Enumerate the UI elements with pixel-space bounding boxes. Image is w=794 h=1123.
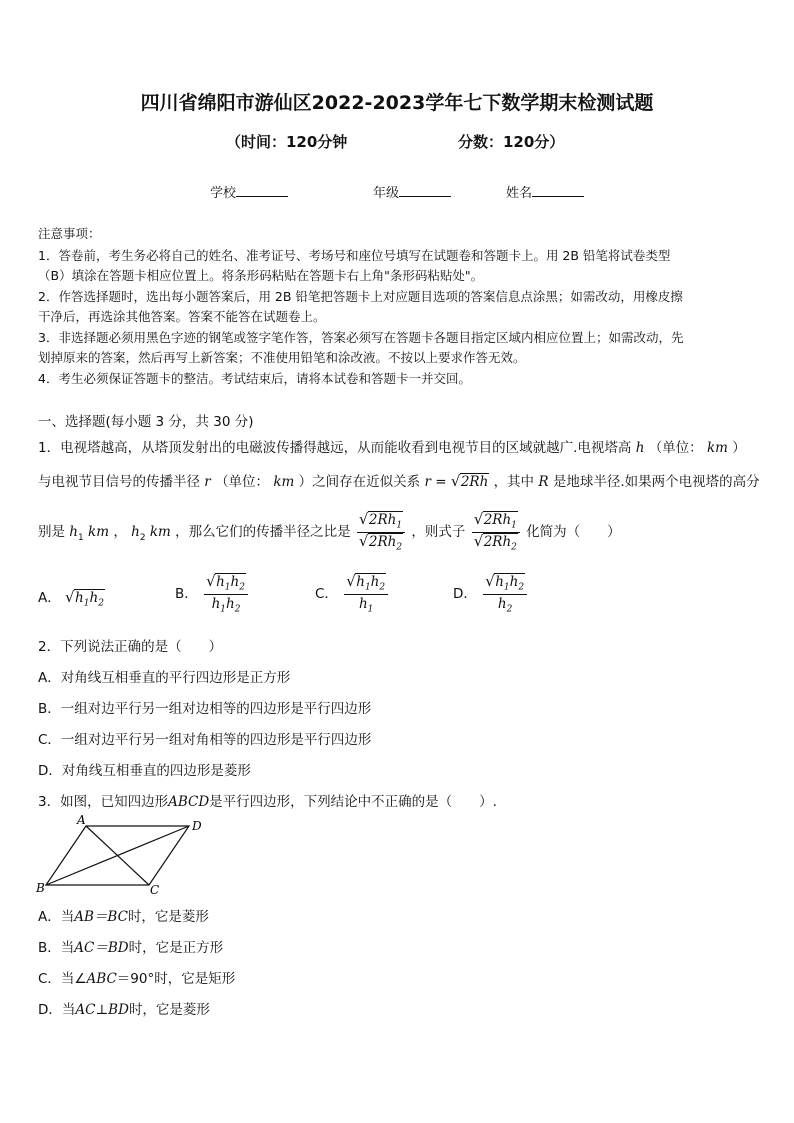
option-letter: C． — [315, 586, 338, 603]
notice-line: （B）填涂在答题卡相应位置上。将条形码粘贴在答题卡右上角"条形码粘贴处"。 — [38, 268, 484, 283]
q1-text: 化简为（ ） — [526, 524, 621, 541]
q3-text: A．当 — [38, 909, 75, 925]
q1-text: ，则式子 — [411, 524, 466, 541]
q3-text: 3．如图，已知四边形 — [38, 794, 169, 810]
q3-option-c — [38, 967, 235, 987]
q1-option-c: C． √ $h_1h_2$ $h_1$ — [315, 574, 390, 614]
vertex-b-label: B — [36, 881, 45, 895]
q3-stem — [38, 790, 497, 810]
notice-line: 2．作答选择题时，选出每小题答案后，用 2B 铅笔把答题卡上对应题目选项的答案信息点涂黑；如需改动，用橡皮擦 — [38, 289, 683, 304]
notice-heading: 注意事项： — [38, 226, 101, 241]
q2-option-c: C．一组对边平行另一组对角相等的四边形是平行四边形 — [38, 732, 372, 748]
q3-text: ＝90°时，它是矩形 — [116, 971, 236, 987]
page-title: 四川省绵阳市游仙区2022-2023学年七下数学期末检测试题 — [140, 92, 654, 114]
q1-text: 别是 — [38, 524, 65, 541]
q3-math: AC⊥BD — [75, 1002, 129, 1018]
school-field — [210, 182, 288, 201]
section-heading: 一、选择题(每小题 3 分，共 30 分) — [38, 414, 254, 430]
sqrt-expression: √ 2Rh — [450, 472, 489, 490]
q3-math: AB＝BC — [74, 909, 128, 925]
school-label: 学校 — [210, 186, 237, 201]
notice-line: 划掉原来的答案，然后再写上新答案；不准使用铅笔和涂改液。不按以上要求作答无效。 — [38, 350, 526, 365]
q1-text: ，其中 — [493, 474, 535, 490]
option-letter: A． — [38, 590, 61, 606]
q2-option-b: B．一组对边平行另一组对边相等的四边形是平行四边形 — [38, 701, 372, 717]
q1-option-d: D． √ $h_1h_2$ $h_2$ — [453, 574, 529, 614]
q3-text: C．当∠ — [38, 971, 87, 987]
option-letter: B． — [175, 586, 198, 603]
vertex-d-label: D — [192, 819, 202, 833]
q3-text: 是平行四边形，下列结论中不正确的是（ ）. — [209, 794, 497, 810]
q1-line3: 别是 $h_1$ km ， $h_2$ km ，那么它们的传播半径之比是 √ $2Rh_1$ √ $2Rh_2$ ，则式子 √ $2Rh_1$ √ $2Rh_2$ 化简为（ ） — [38, 510, 621, 553]
q3-text: B．当 — [38, 940, 75, 956]
grade-blank — [399, 184, 451, 197]
notice-line: 3．非选择题必须用黑色字迹的钢笔或签字笔作答，答案必须写在答题卡各题目指定区域内相应位置上；如需改动，先 — [38, 330, 684, 345]
q3-shape-name: ABCD — [168, 794, 210, 810]
q3-math: AC＝BD — [74, 940, 129, 956]
exam-time: （时间：120分钟 — [226, 133, 348, 151]
q2-stem: 2．下列说法正确的是（ ） — [38, 639, 223, 655]
parallelogram-figure — [34, 812, 214, 898]
q3-text: 时，它是菱形 — [127, 909, 209, 925]
ratio-fraction: √ $2Rh_1$ √ $2Rh_2$ — [357, 512, 405, 552]
q1-text: （单位： — [215, 474, 270, 490]
notice-line: 干净后，再选涂其他答案。答案不能答在试题卷上。 — [38, 309, 326, 324]
q2-option-a: A．对角线互相垂直的平行四边形是正方形 — [38, 670, 291, 686]
grade-field — [373, 182, 451, 201]
q1-line2: 与电视节目信号的传播半径 r （单位： km ）之间存在近似关系 r = √ 2Rh ，其中 R 是地球半径.如果两个电视塔的高分 — [38, 472, 760, 490]
name-field — [506, 182, 584, 201]
q3-option-d — [38, 998, 210, 1018]
q1-text: （单位： — [648, 440, 703, 456]
q3-text: 时，它是菱形 — [128, 1002, 210, 1018]
diagonal-bd — [46, 826, 189, 885]
q1-line1: 1．电视塔越高，从塔顶发射出的电磁波传播得越远，从而能收看到电视节目的区域就越广.电视塔高 h （单位： km ） — [38, 440, 746, 456]
q3-option-a — [38, 905, 209, 925]
q1-text: 是地球半径.如果两个电视塔的高分 — [552, 474, 760, 490]
grade-label: 年级 — [373, 186, 400, 201]
q3-option-b — [38, 936, 223, 956]
notice-line: 1．答卷前，考生务必将自己的姓名、准考证号、考场号和座位号填写在试题卷和答题卡上。用 2B 铅笔将试卷类型 — [38, 248, 671, 263]
school-blank — [236, 184, 288, 197]
name-blank — [532, 184, 584, 197]
q1-text: ） — [732, 440, 746, 456]
vertex-c-label: C — [150, 883, 160, 897]
q1-text: ， — [113, 524, 127, 541]
name-label: 姓名 — [506, 186, 533, 201]
q1-option-b: B． √ $h_1h_2$ $h_1h_2$ — [175, 574, 250, 614]
expression-fraction: √ $2Rh_1$ √ $2Rh_2$ — [472, 512, 520, 552]
q3-math: ABC — [86, 971, 117, 987]
q1-text: 与电视节目信号的传播半径 — [38, 474, 200, 490]
q3-text: D．当 — [38, 1002, 76, 1018]
q1-text: ）之间存在近似关系 — [298, 474, 421, 490]
q1-text: ，那么它们的传播半径之比是 — [175, 524, 351, 541]
q3-text: 时，它是正方形 — [128, 940, 224, 956]
option-letter: D． — [453, 586, 477, 603]
q1-text: 1．电视塔越高，从塔顶发射出的电磁波传播得越远，从而能收看到电视节目的区域就越广.电视塔高 — [38, 440, 632, 456]
q1-option-a: A． √ $h_1h_2$ — [38, 588, 104, 609]
notice-line: 4．考生必须保证答题卡的整洁。考试结束后，请将本试卷和答题卡一并交回。 — [38, 371, 471, 386]
q2-option-d: D．对角线互相垂直的四边形是菱形 — [38, 763, 251, 779]
exam-score: 分数：120分） — [458, 133, 565, 151]
vertex-a-label: A — [77, 813, 86, 827]
